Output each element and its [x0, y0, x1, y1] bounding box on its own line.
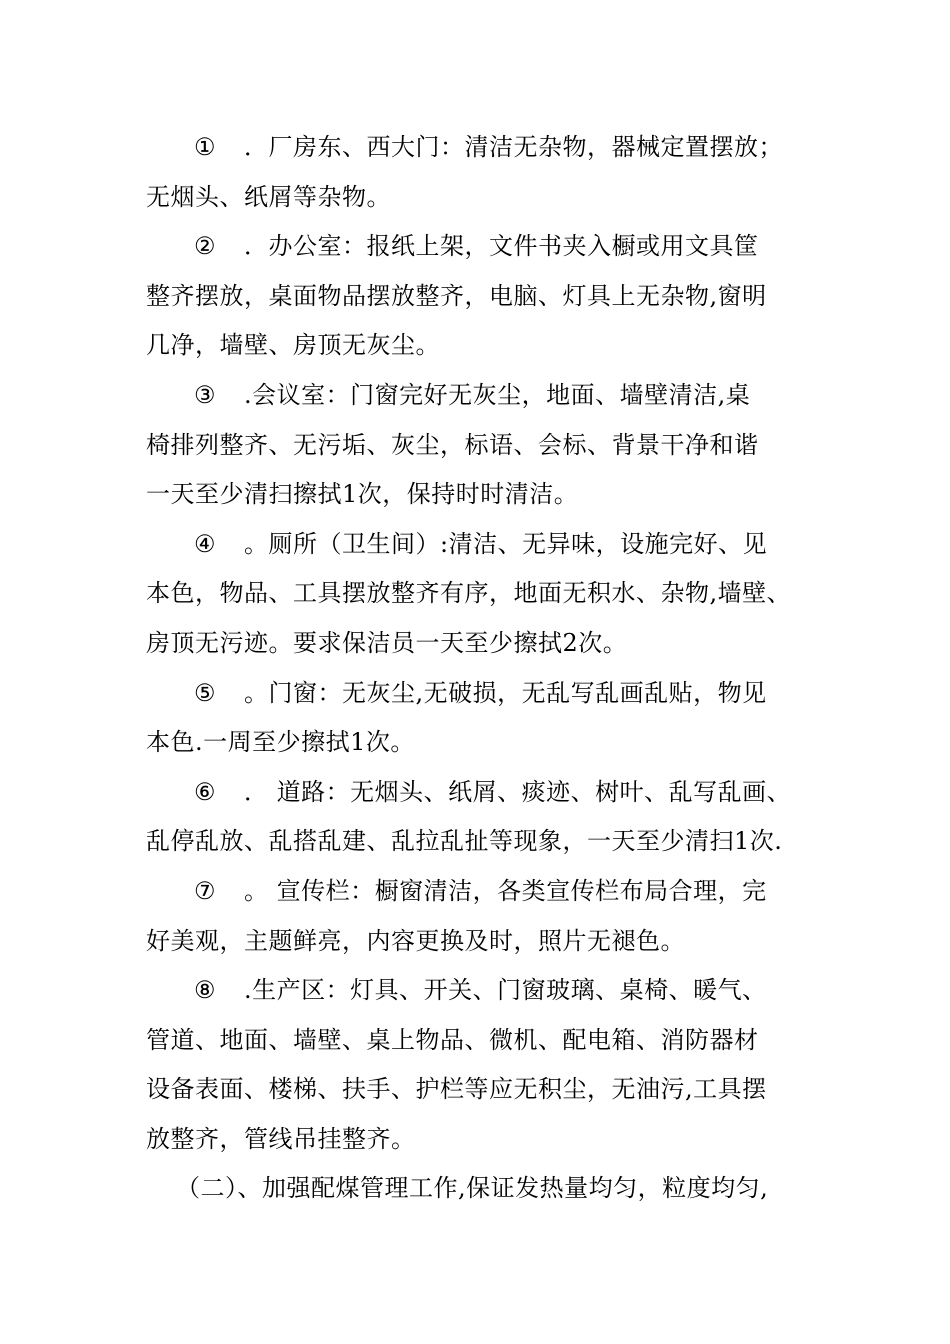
item-text-line: 设备表面、楼梯、扶手、护栏等应无积尘，无油污,工具摆 [146, 1075, 767, 1104]
document-body [146, 123, 826, 1214]
list-item [146, 371, 826, 520]
item-text-line: 本色.一周至少擦拭1次。 [146, 728, 415, 757]
item-text-line: ．厂房东、西大门：清洁无杂物，器械定置摆放； [244, 133, 783, 161]
item-marker: ⑥ [194, 777, 217, 806]
item-marker: ② [194, 232, 217, 261]
list-item [146, 966, 826, 1164]
item-text-line: 放整齐，管线吊挂整齐。 [146, 1124, 416, 1153]
item-text-line: 无烟头、纸屑等杂物。 [146, 182, 391, 211]
item-text-line: 管道、地面、墙壁、桌上物品、微机、配电箱、消防器材 [146, 1025, 759, 1054]
item-marker: ① [194, 133, 217, 161]
item-text-line: 一天至少清扫擦拭1次，保持时时清洁。 [146, 480, 579, 509]
item-text-line: 整齐摆放，桌面物品摆放整齐，电脑、灯具上无杂物,窗明 [146, 281, 767, 310]
item-marker: ⑦ [194, 876, 217, 905]
item-text-line: .生产区：灯具、开关、门窗玻璃、桌椅、暖气、 [244, 976, 767, 1005]
item-text-line: 本色，物品、工具摆放整齐有序，地面无积水、杂物,墙壁、 [146, 579, 792, 608]
item-text-line: 椅排列整齐、无污垢、灰尘，标语、会标、背景干净和谐 [146, 430, 759, 459]
section-heading-line: （二）、加强配煤管理工作,保证发热量均匀，粒度均匀, [176, 1174, 769, 1203]
list-item [146, 867, 826, 966]
item-text-line: 乱停乱放、乱搭乱建、乱拉乱扯等现象，一天至少清扫1次. [146, 827, 783, 856]
list-item [146, 669, 826, 768]
list-item [146, 520, 826, 669]
item-marker: ③ [194, 380, 217, 409]
item-marker: ④ [194, 529, 217, 558]
item-text-line: 好美观，主题鲜亮，内容更换及时，照片无褪色。 [146, 926, 685, 955]
item-text-line: 。门窗：无灰尘,无破损，无乱写乱画乱贴，物见 [244, 678, 767, 707]
item-text-line: 几净，墙壁、房顶无灰尘。 [146, 331, 440, 360]
list-item [146, 123, 826, 222]
item-text-line: 。 宣传栏：橱窗清洁，各类宣传栏布局合理，完 [244, 876, 767, 905]
item-text-line: ．办公室：报纸上架，文件书夹入橱或用文具筐 [244, 232, 759, 261]
item-text-line: .会议室：门窗完好无灰尘，地面、墙壁清洁,桌 [244, 380, 751, 409]
item-text-line: 。厕所（卫生间）:清洁、无异味，设施完好、见 [244, 529, 768, 558]
item-marker: ⑧ [194, 976, 217, 1005]
list-item [146, 768, 826, 867]
item-text-line: 房顶无污迹。要求保洁员一天至少擦拭2次。 [146, 628, 628, 657]
list-item [146, 222, 826, 371]
item-marker: ⑤ [194, 678, 217, 707]
item-text-line: ． 道路：无烟头、纸屑、痰迹、树叶、乱写乱画、 [244, 777, 792, 806]
